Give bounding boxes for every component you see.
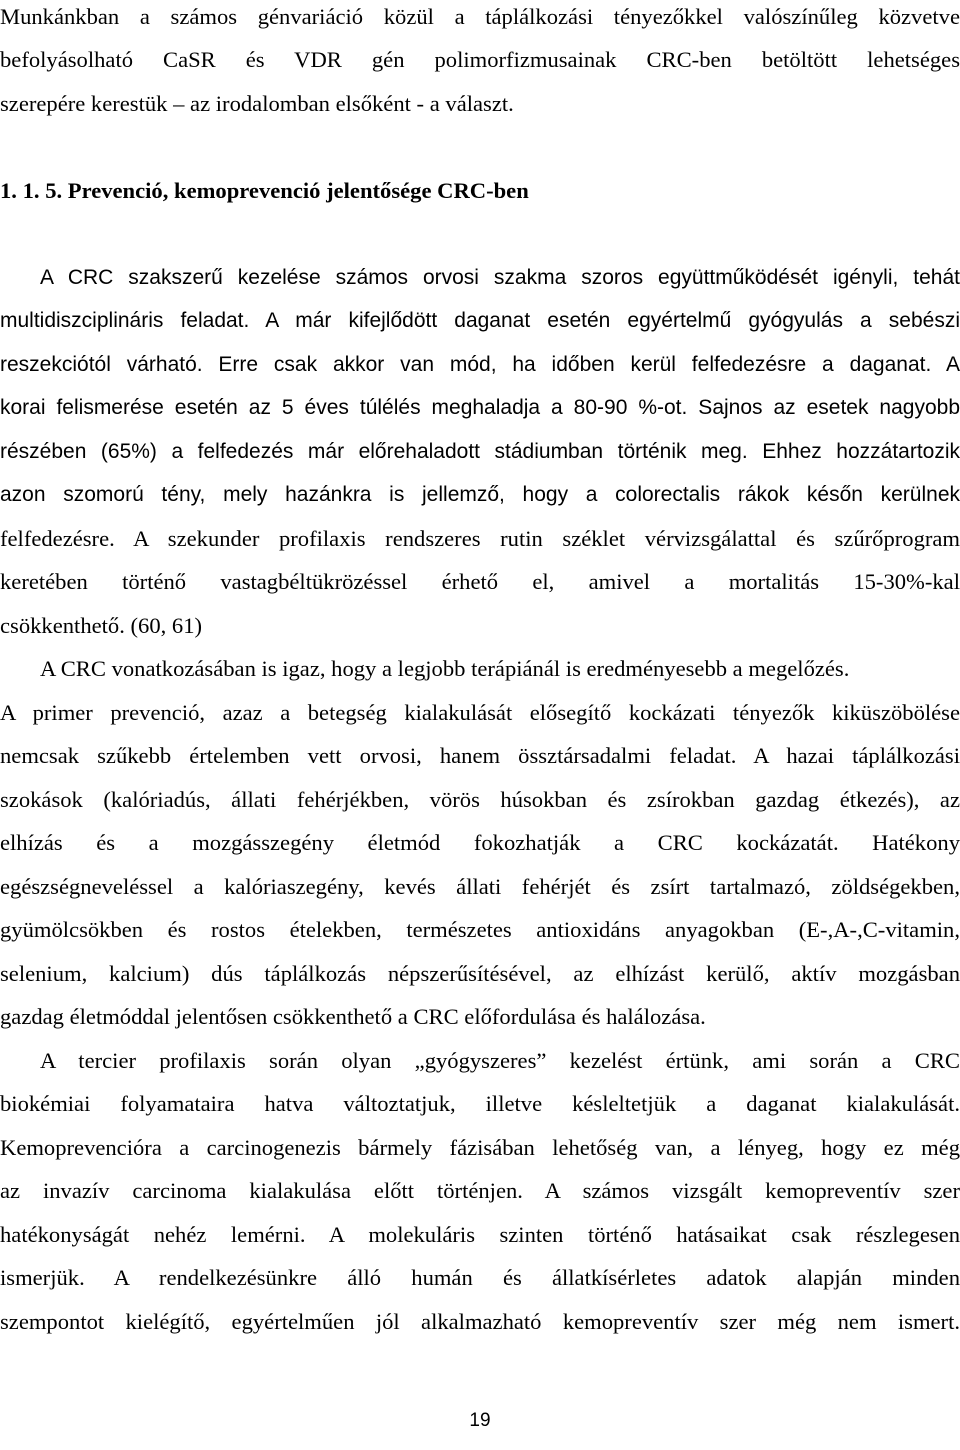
- p4-line-4: az invazív carcinoma kialakulása előtt történjen. A számos vizsgált kemopreventív szer: [0, 1178, 960, 1203]
- p3-line-7: gyümölcsökben és rostos ételekben, természetes antioxidáns anyagokban (E-,A-,C-vitamin,: [0, 917, 960, 942]
- p2-line-3: reszekciótól várható. Erre csak akkor van mód, ha időben kerül felfedezésre a daganat. A: [0, 353, 960, 376]
- page-number: 19: [469, 1410, 491, 1431]
- p4-line-2: biokémiai folyamataira hatva változtatjuk, illetve késleltetjük a daganat kialakulását.: [0, 1091, 960, 1116]
- p2-line-1: A CRC szakszerű kezelése számos orvosi szakma szoros együttműködését igényli, tehát: [40, 266, 960, 289]
- p2-line-7: felfedezésre. A szekunder profilaxis rendszeres rutin széklet vérvizsgálattal és szűrőprogram: [0, 526, 960, 551]
- p3-line-9: gazdag életmóddal jelentősen csökkenthető a CRC előfordulása és halálozása.: [0, 1004, 706, 1029]
- p3-line-4: szokások (kalóriadús, állati fehérjékben, vörös húsokban és zsírokban gazdag étkezés), az: [0, 787, 960, 812]
- p3-line-2: A primer prevenció, azaz a betegség kialakulását elősegítő kockázati tényezők kiküszöbölése: [0, 700, 960, 725]
- p3-line-6: egészségneveléssel a kalóriaszegény, kevés állati fehérjét és zsírt tartalmazó, zöldségekben,: [0, 874, 960, 899]
- p4-line-1: A tercier profilaxis során olyan „gyógyszeres” kezelést értünk, ami során a CRC: [40, 1048, 960, 1073]
- p1-line-2: befolyásolható CaSR és VDR gén polimorfizmusainak CRC-ben betöltött lehetséges: [0, 47, 960, 72]
- p2-line-9: csökkenthető. (60, 61): [0, 613, 203, 638]
- p3-line-3: nemcsak szűkebb értelemben vett orvosi, hanem össztársadalmi feladat. A hazai táplálkozási: [0, 743, 960, 768]
- p2-line-8: keretében történő vastagbéltükrözéssel érhető el, amivel a mortalitás 15-30%-kal: [0, 569, 960, 594]
- p1-line-1: Munkánkban a számos génvariáció közül a táplálkozási tényezőkkel valószínűleg közvetve: [0, 4, 960, 29]
- p3-line-8: selenium, kalcium) dús táplálkozás népszerűsítésével, az elhízást kerülő, aktív mozgásban: [0, 961, 960, 986]
- p1-line-3: szerepére kerestük – az irodalomban elsőként - a választ.: [0, 91, 514, 116]
- p4-line-3: Kemoprevencióra a carcinogenezis bármely fázisában lehetőség van, a lényeg, hogy ez még: [0, 1135, 960, 1160]
- p4-line-6: ismerjük. A rendelkezésünkre álló humán és állatkísérletes adatok alapján minden: [0, 1265, 960, 1290]
- p3-line-5: elhízás és a mozgásszegény életmód fokozhatják a CRC kockázatát. Hatékony: [0, 830, 960, 855]
- p2-line-2: multidiszciplináris feladat. A már kifejlődött daganat esetén egyértelmű gyógyulás a sebészi: [0, 309, 960, 332]
- p3-line-1: A CRC vonatkozásában is igaz, hogy a legjobb terápiánál is eredményesebb a megelőzés.: [40, 656, 850, 681]
- p2-line-5: részében (65%) a felfedezés már előrehaladott stádiumban történik meg. Ehhez hozzátartozik: [0, 440, 960, 463]
- p2-line-4: korai felismerése esetén az 5 éves túlélés meghaladja a 80-90 %-ot. Sajnos az esetek nagyobb: [0, 396, 960, 419]
- p4-line-5: hatékonyságát nehéz lemérni. A molekuláris szinten történő hatásaikat csak részlegesen: [0, 1222, 960, 1247]
- p2-line-6: azon szomorú tény, mely hazánkra is jellemző, hogy a colorectalis rákok későn kerülnek: [0, 483, 960, 506]
- p4-line-7: szempontot kielégítő, egyértelműen jól alkalmazható kemopreventív szer még nem ismert.: [0, 1309, 960, 1334]
- section-heading: 1. 1. 5. Prevenció, kemoprevenció jelentősége CRC-ben: [0, 178, 529, 203]
